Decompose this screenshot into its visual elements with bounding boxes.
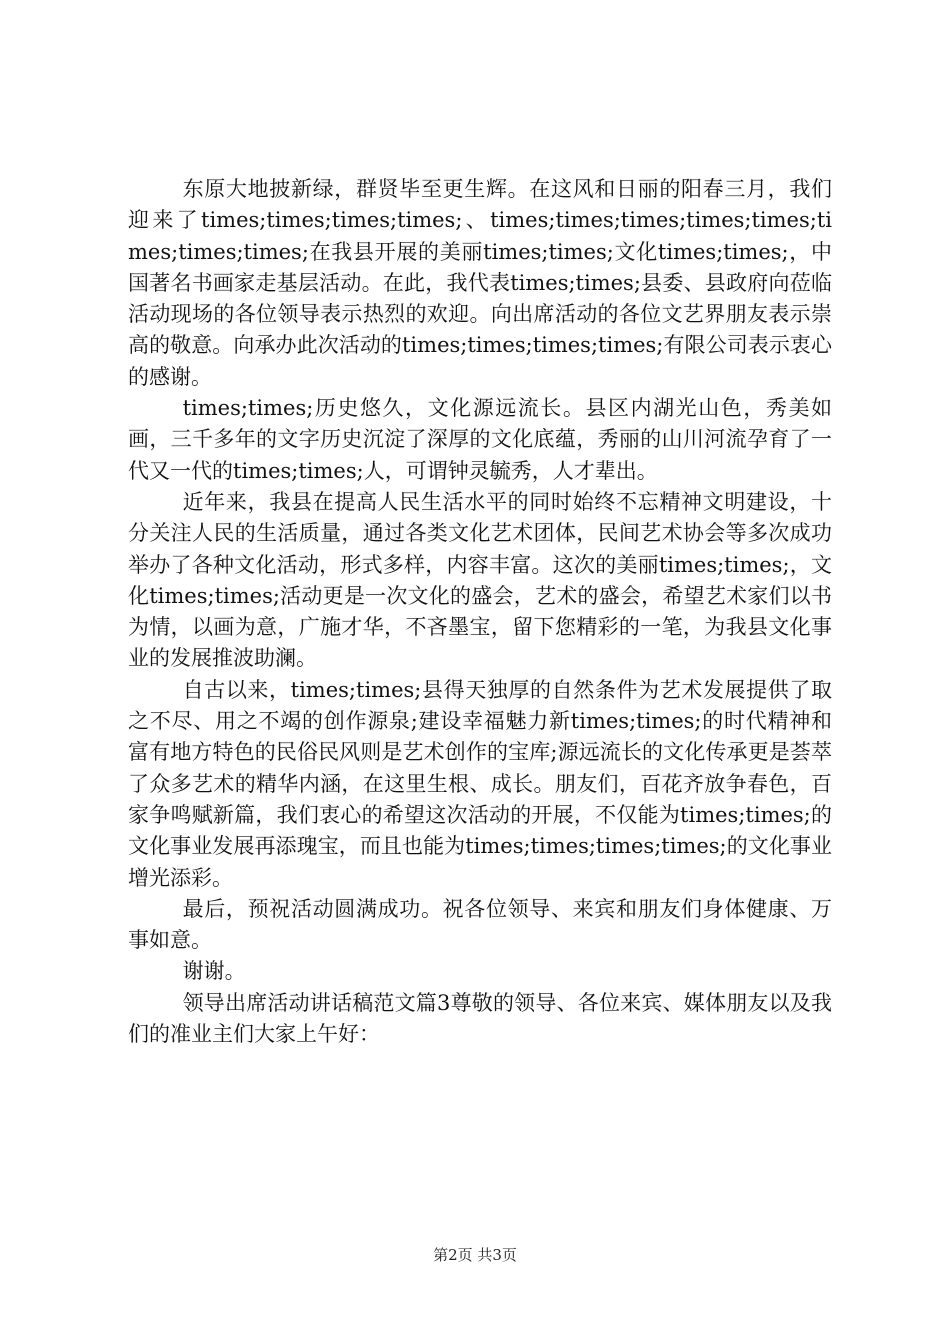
document-body: [128, 174, 832, 1050]
paragraph-6: 谢谢。: [182, 959, 246, 984]
paragraph-7: 领导出席活动讲话稿范文篇3尊敬的领导、各位来宾、媒体朋友以及我们的准业主们大家上午好：: [128, 990, 832, 1047]
paragraph-4: 自古以来，times;times;县得天独厚的自然条件为艺术发展提供了取之不尽、用之不竭的创作源泉;建设幸福魅力新times;times;的时代精神和富有地方特色的民俗民风则是艺术创作的宝库;源远流长的文化传承更是荟萃了众多艺术的精华内涵，在这里生根、成长。朋友们，百花齐放争春色，百家争鸣赋新篇，我们衷心的希望这次活动的开展，不仅能为times;times;的文化事业发展再添瑰宝，而且也能为times;times;times;times;的文化事业增光添彩。: [128, 677, 832, 890]
paragraph-2: times;times;历史悠久，文化源远流长。县区内湖光山色，秀美如画，三千多年的文字历史沉淀了深厚的文化底蕴，秀丽的山川河流孕育了一代又一代的times;times;人，可谓钟灵毓秀，人才辈出。: [128, 396, 832, 483]
paragraph-5: 最后，预祝活动圆满成功。祝各位领导、来宾和朋友们身体健康、万事如意。: [128, 896, 832, 953]
page-footer: 第2页 共3页: [433, 1246, 517, 1264]
paragraph-3: 近年来，我县在提高人民生活水平的同时始终不忘精神文明建设，十分关注人民的生活质量，通过各类文化艺术团体，民间艺术协会等多次成功举办了各种文化活动，形式多样，内容丰富。这次的美丽times;times;，文化times;times;活动更是一次文化的盛会，艺术的盛会，希望艺术家们以书为情，以画为意，广施才华，不吝墨宝，留下您精彩的一笔，为我县文化事业的发展推波助澜。: [128, 489, 832, 671]
paragraph-1: 东原大地披新绿，群贤毕至更生辉。在这风和日丽的阳春三月，我们迎来了times;times;times;times;、times;times;times;times;times;times;times;times;在我县开展的美丽times;times;文化times;times;，中国著名书画家走基层活动。在此，我代表times;times;县委、县政府向莅临活动现场的各位领导表示热烈的欢迎。向出席活动的各位文艺界朋友表示崇高的敬意。向承办此次活动的times;times;times;times;有限公司表示衷心的感谢。: [128, 177, 832, 389]
